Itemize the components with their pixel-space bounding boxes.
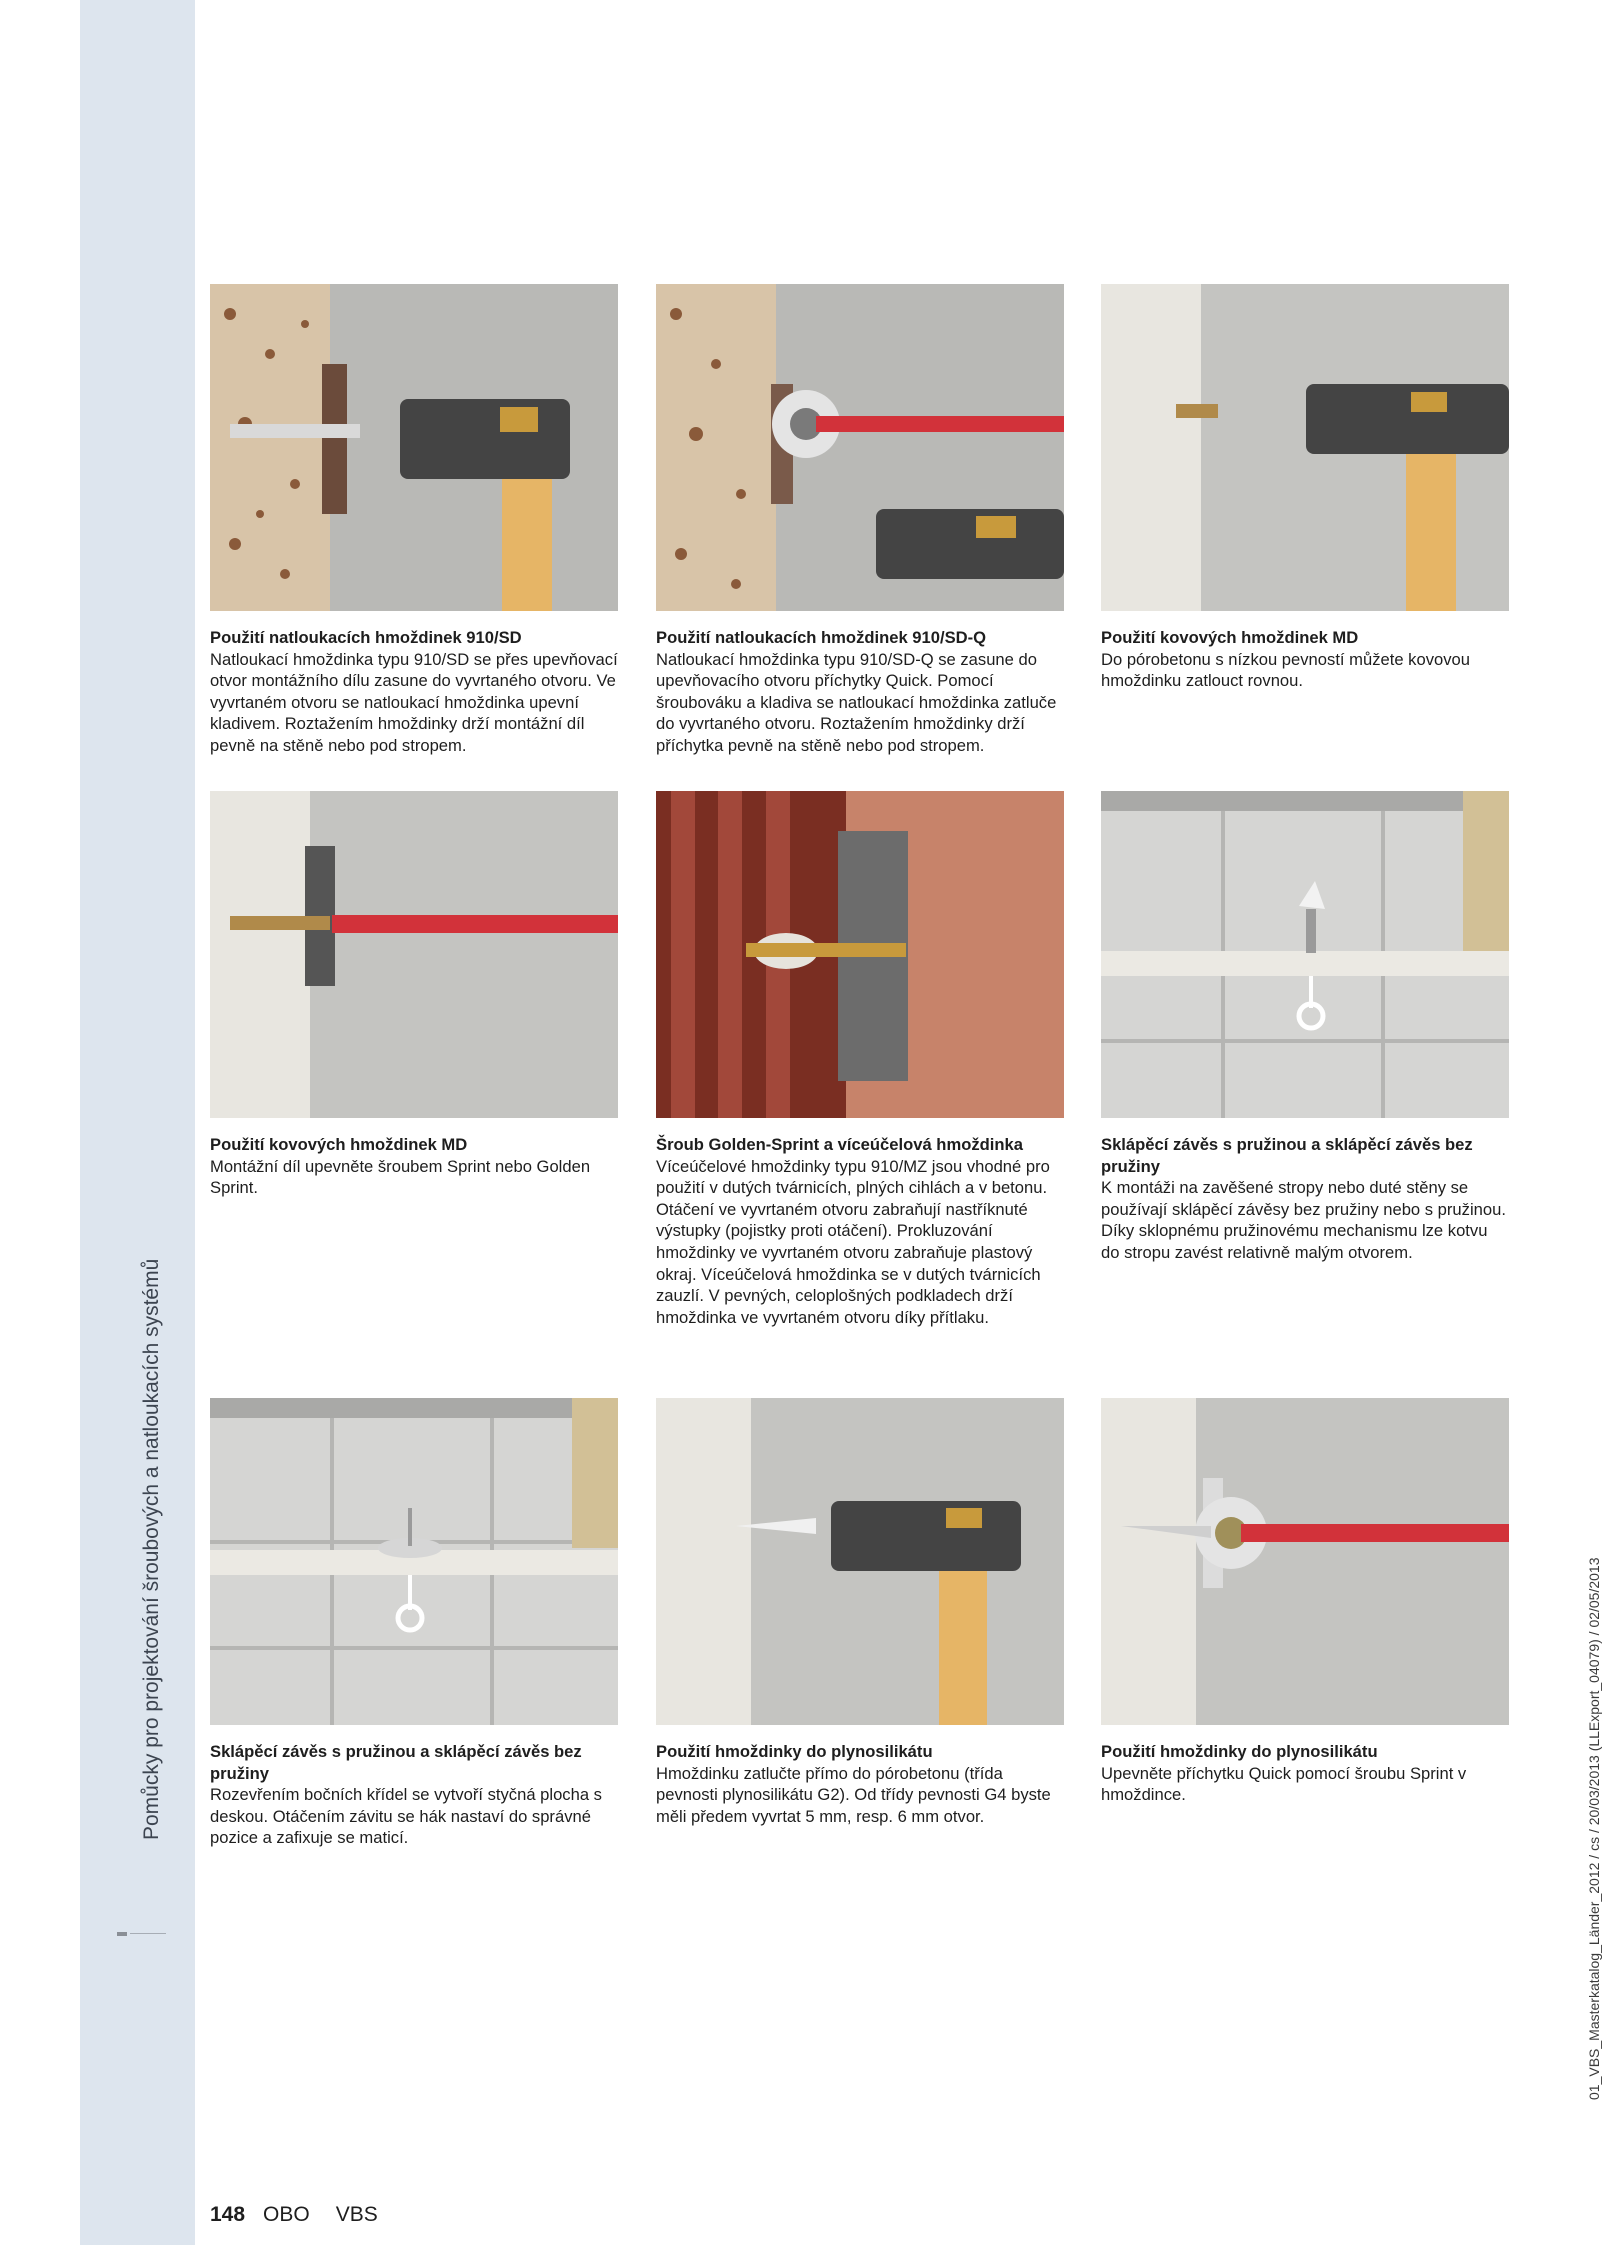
grid-cell-9 <box>1101 1398 1509 1806</box>
grid-cell-2 <box>656 284 1064 757</box>
caption-text: Do pórobetonu s nízkou pevností můžete kovovou hmoždinku zatlouct rovnou. <box>1101 649 1470 691</box>
caption-title: Použití natloukacích hmoždinek 910/SD-Q <box>656 628 987 647</box>
caption-text: Natloukací hmoždinka typu 910/SD-Q se zasune do upevňovacího otvoru příchytky Quick. Pomocí šroubováku a kladiva se natloukací hmoždinka zatluče do vyvrtaného otvoru. Roztažením hmoždinky drží příchytka pevně na stěně nebo pod stropem. <box>656 649 1057 755</box>
photo-hammer-md <box>1101 284 1509 611</box>
grid-cell-7 <box>210 1398 618 1849</box>
caption-title: Použití hmoždinky do plynosilikátu <box>656 1742 933 1761</box>
grid-cell-6 <box>1101 791 1509 1264</box>
caption-title: Použití kovových hmoždinek MD <box>210 1135 468 1154</box>
grid-cell-4 <box>210 791 618 1199</box>
photo-quick-clip-aerated-concrete <box>1101 1398 1509 1725</box>
grid-cell-3 <box>1101 284 1509 692</box>
photo-golden-sprint-anchor <box>656 791 1064 1118</box>
caption-title: Použití kovových hmoždinek MD <box>1101 628 1359 647</box>
grid-cell-5 <box>656 791 1064 1328</box>
photo-hammer-aerated-concrete <box>656 1398 1064 1725</box>
photo-quick-clip-910sdq <box>656 284 1064 611</box>
caption-title: Šroub Golden-Sprint a víceúčelová hmoždinka <box>656 1135 1023 1154</box>
caption-text: Montážní díl upevněte šroubem Sprint nebo Golden Sprint. <box>210 1156 591 1198</box>
grid-cell-1 <box>210 284 618 757</box>
caption-text: K montáži na zavěšené stropy nebo duté stěny se používají sklápěcí závěsy bez pružiny nebo s pružinou. Díky sklopnému pružinovému mechanismu lze kotvu do stropu zavést relativně malým otvorem. <box>1101 1178 1506 1262</box>
photo-ceiling-hook-1 <box>1101 791 1509 1118</box>
page-number: 148 <box>210 2203 246 2226</box>
photo-screwdriver-md <box>210 791 618 1118</box>
caption-text: Víceúčelové hmoždinky typu 910/MZ jsou vhodné pro použití v dutých tvárnicích, plných cihlách a v betonu. Otáčení ve vyvrtaném otvoru zabraňují nastříknuté výstupky (pojistky proti otáčení). Prokluzování hmoždinky ve vyvrtaném otvoru zabraňuje plastový okraj. Víceúčelová hmoždinka se v dutých tvárnicích zauzlí. V pevných, celoplošných podkladech drží hmoždinka ve vyvrtaném otvoru díky přítlaku. <box>656 1156 1050 1327</box>
photo-ceiling-hook-2 <box>210 1398 618 1725</box>
caption-title: Použití hmoždinky do plynosilikátu <box>1101 1742 1378 1761</box>
sidebar-marker <box>117 1932 167 1936</box>
print-meta: 01_VBS_Masterkatalog_Länder_2012 / cs / 20/03/2013 (LLExport_04079) / 02/05/2013 <box>1586 1557 1602 2100</box>
footer-section: VBS <box>335 2203 378 2226</box>
footer-brand: OBO <box>263 2203 310 2226</box>
caption-title: Použití natloukacích hmoždinek 910/SD <box>210 628 522 647</box>
caption-title: Sklápěcí závěs s pružinou a sklápěcí závěs bez pružiny <box>210 1742 582 1783</box>
caption-text: Hmoždinku zatlučte přímo do pórobetonu (třída pevnosti plynosilikátu G2). Od třídy pevnosti G4 byste měli předem vyvrtat 5 mm, resp. 6 mm otvor. <box>656 1763 1051 1826</box>
caption-title: Sklápěcí závěs s pružinou a sklápěcí závěs bez pružiny <box>1101 1135 1473 1176</box>
caption-text: Rozevřením bočních křídel se vytvoří styčná plocha s deskou. Otáčením závitu se hák nastaví do správné pozice a zafixuje se maticí. <box>210 1785 602 1848</box>
photo-hammer-910sd <box>210 284 618 611</box>
page-footer <box>210 2203 378 2227</box>
caption-text: Upevněte příchytku Quick pomocí šroubu Sprint v hmoždince. <box>1101 1763 1467 1805</box>
sidebar-band <box>80 0 195 2245</box>
sidebar-title: Pomůcky pro projektování šroubových a natloukacích systémů <box>140 1258 163 1840</box>
grid-cell-8 <box>656 1398 1064 1827</box>
caption-text: Natloukací hmoždinka typu 910/SD se přes upevňovací otvor montážního dílu zasune do vyvrtaného otvoru. Ve vyvrtaném otvoru se natloukací hmoždinka upevní kladivem. Roztažením hmoždinky drží montážní díl pevně na stěně nebo pod stropem. <box>210 649 618 755</box>
